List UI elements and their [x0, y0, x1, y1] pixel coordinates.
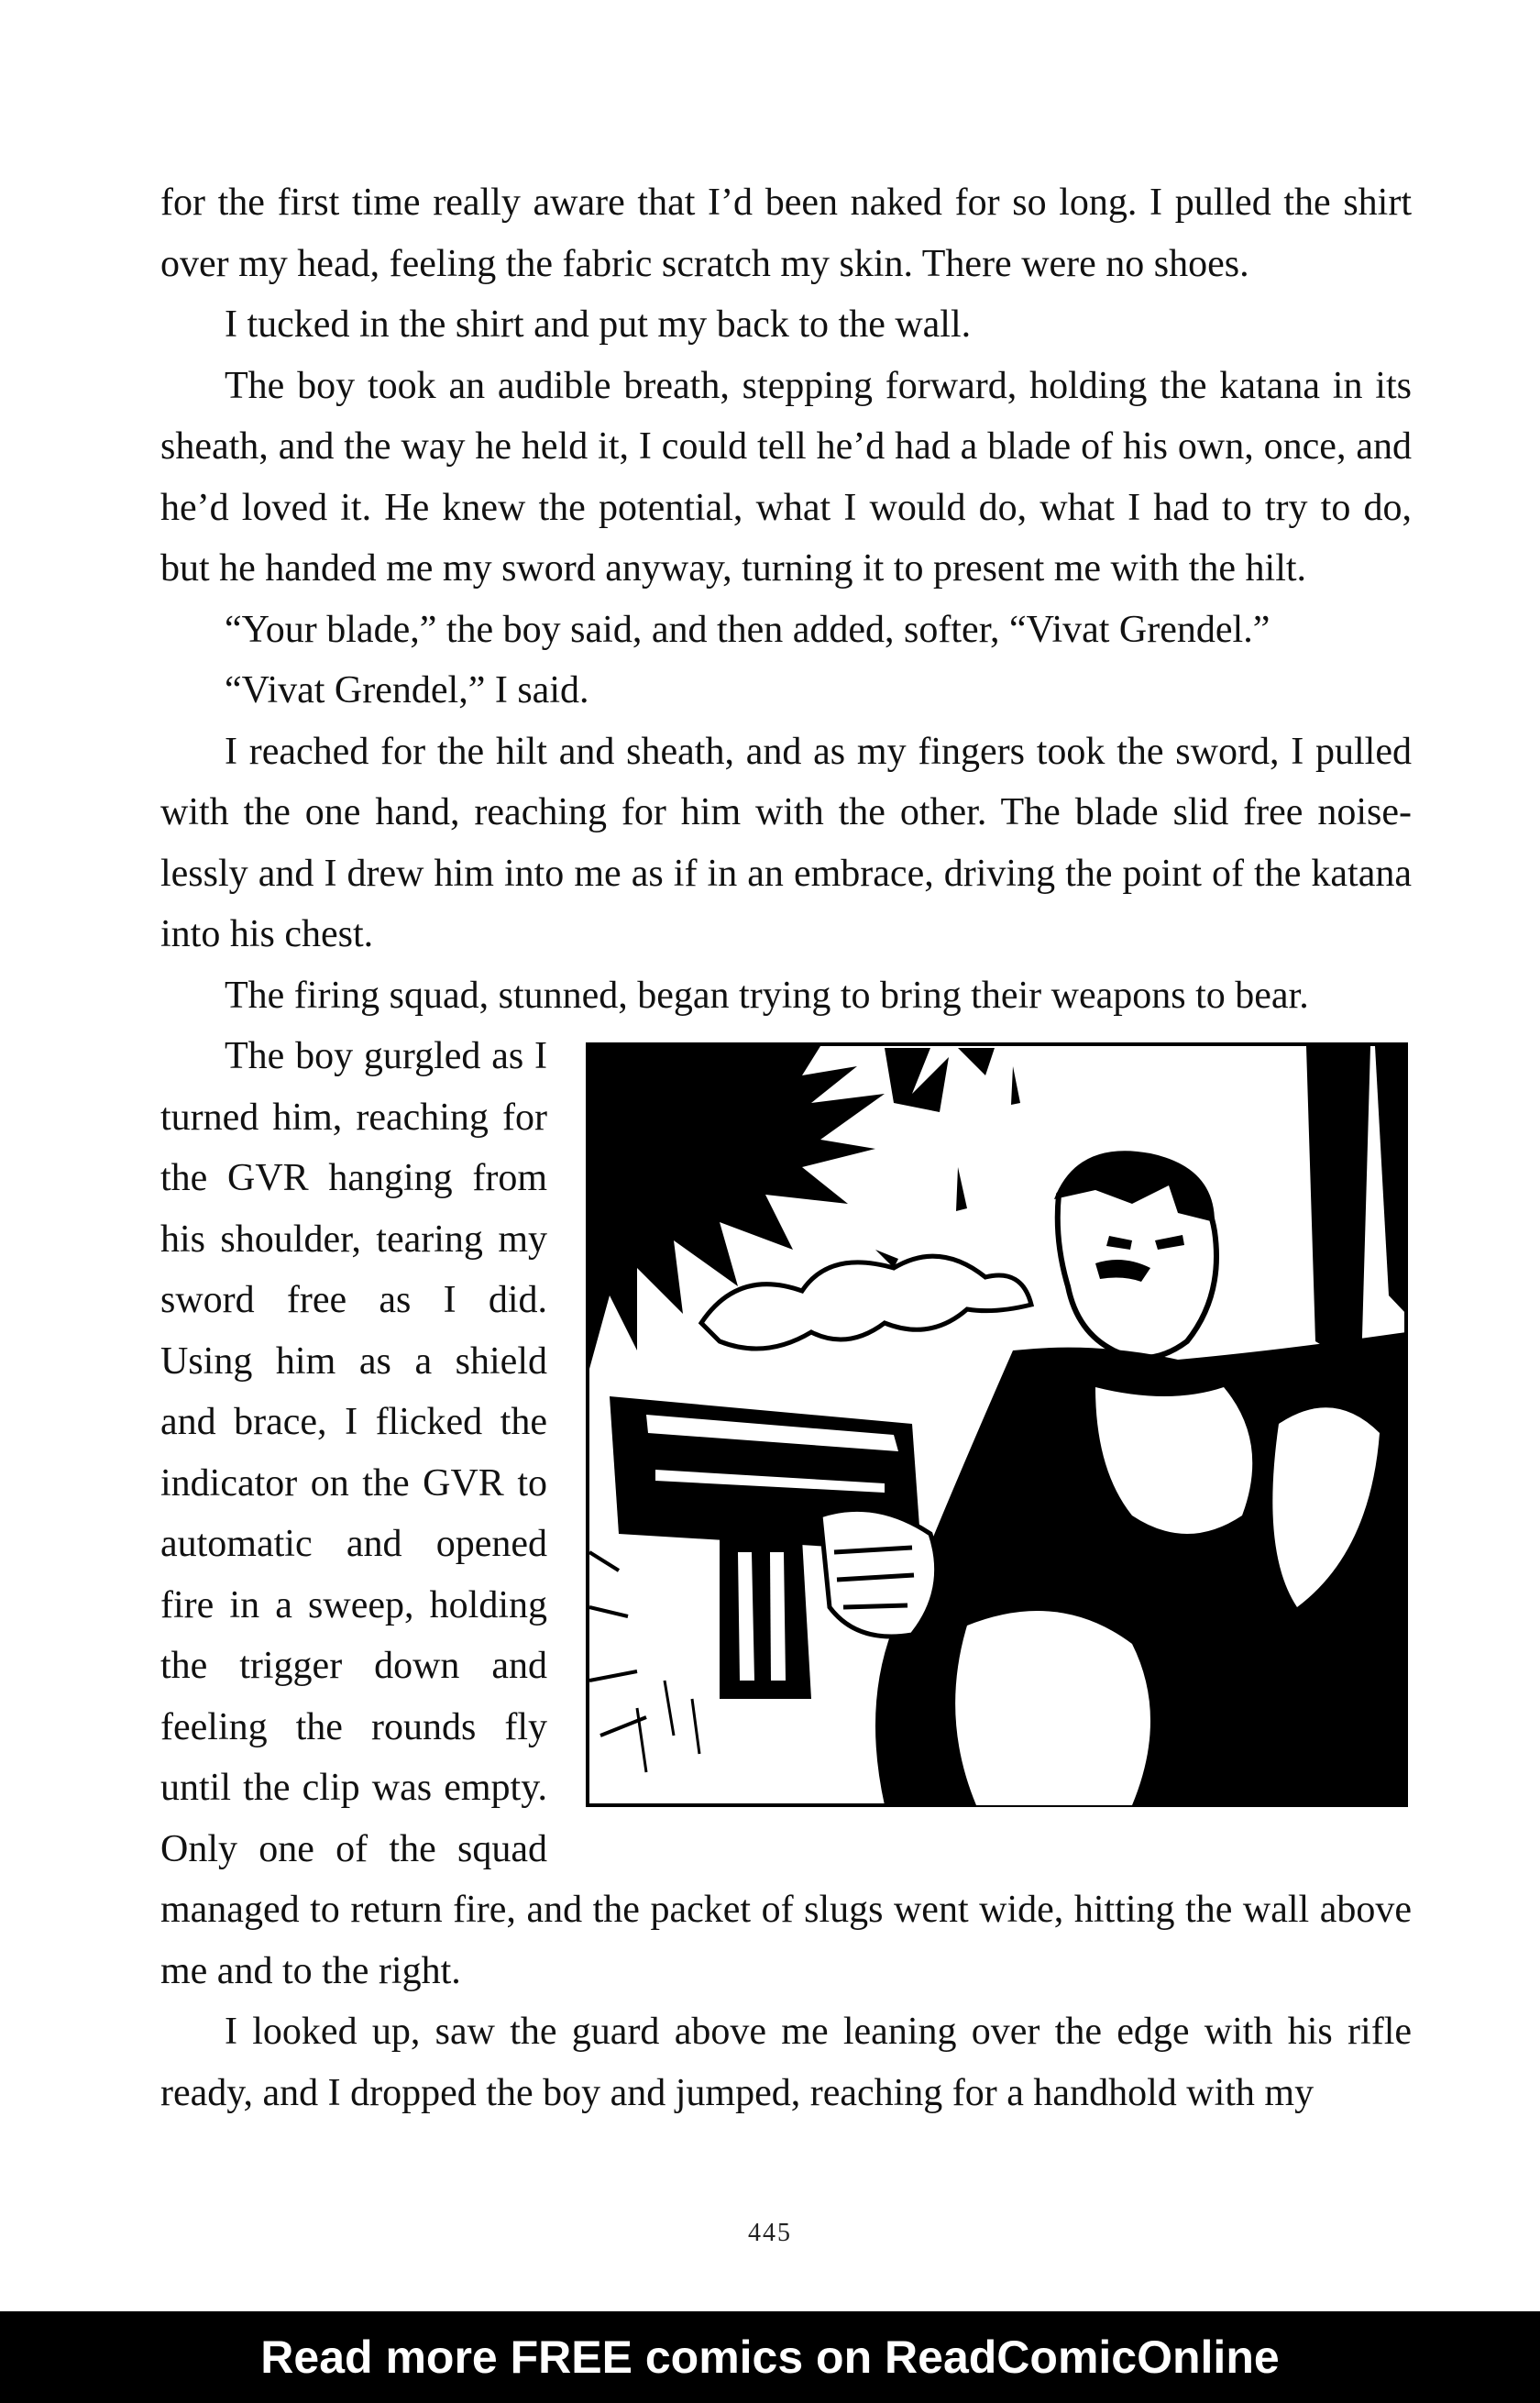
paragraph-3: The boy took an audible breath, stepping forward, holding the katana in its sheath, and the way he held it, I could tell he’d had a blade of his own, once, and he’d loved it. He knew the potential, what I would do, what I had to try to do, but he handed me my sword anyway, turning it to present me with the hilt. — [160, 364, 1412, 590]
paragraph-4: “Your blade,” the boy said, and then added, softer, “Vivat Grendel.” — [225, 608, 1270, 651]
paragraph-8: The boy gurgled as I turned him, reaching for the GVR hanging from his shoulder, tearing my sword free as I did. Using him as a shield and brace, I flicked the indicator on the GVR to automatic and opened fire in a sweep, holding the trigger down and feeling the rounds fly until the clip was empty. Only one of the squad managed to return fire, and the packet of slugs went wide, hitting the wall above me and to the right. — [160, 1035, 1412, 1992]
page-number: 445 — [748, 2219, 792, 2247]
paragraph-6: I reached for the hilt and sheath, and as my fingers took the sword, I pulled with the one hand, reaching for him with the other. The blade slid free noiselessly and I drew him into me as if in an embrace, driving the point of the katana into his chest. — [160, 730, 1412, 955]
page-body — [160, 172, 1412, 2123]
read-more-banner-link[interactable] — [0, 2311, 1540, 2403]
paragraph-2: I tucked in the shirt and put my back to the wall. — [225, 303, 972, 346]
paragraph-1: for the first time really aware that I’d been naked for so long. I pulled the shirt over my head, feeling the fabric scratch my skin. There were no shoes. — [160, 182, 1412, 285]
paragraph-7: The firing squad, stunned, began trying to bring their weapons to bear. — [225, 974, 1309, 1017]
paragraph-5: “Vivat Grendel,” I said. — [225, 669, 589, 711]
banner-text: Read more FREE comics on ReadComicOnline — [260, 2331, 1280, 2383]
ink-illustration — [582, 1039, 1412, 1811]
illustration-soldier-with-gun — [582, 1039, 1412, 1811]
paragraph-9: I looked up, saw the guard above me leaning over the edge with his rifle ready, and I dropped the boy and jumped, reaching for a handhold with my — [160, 2011, 1412, 2114]
